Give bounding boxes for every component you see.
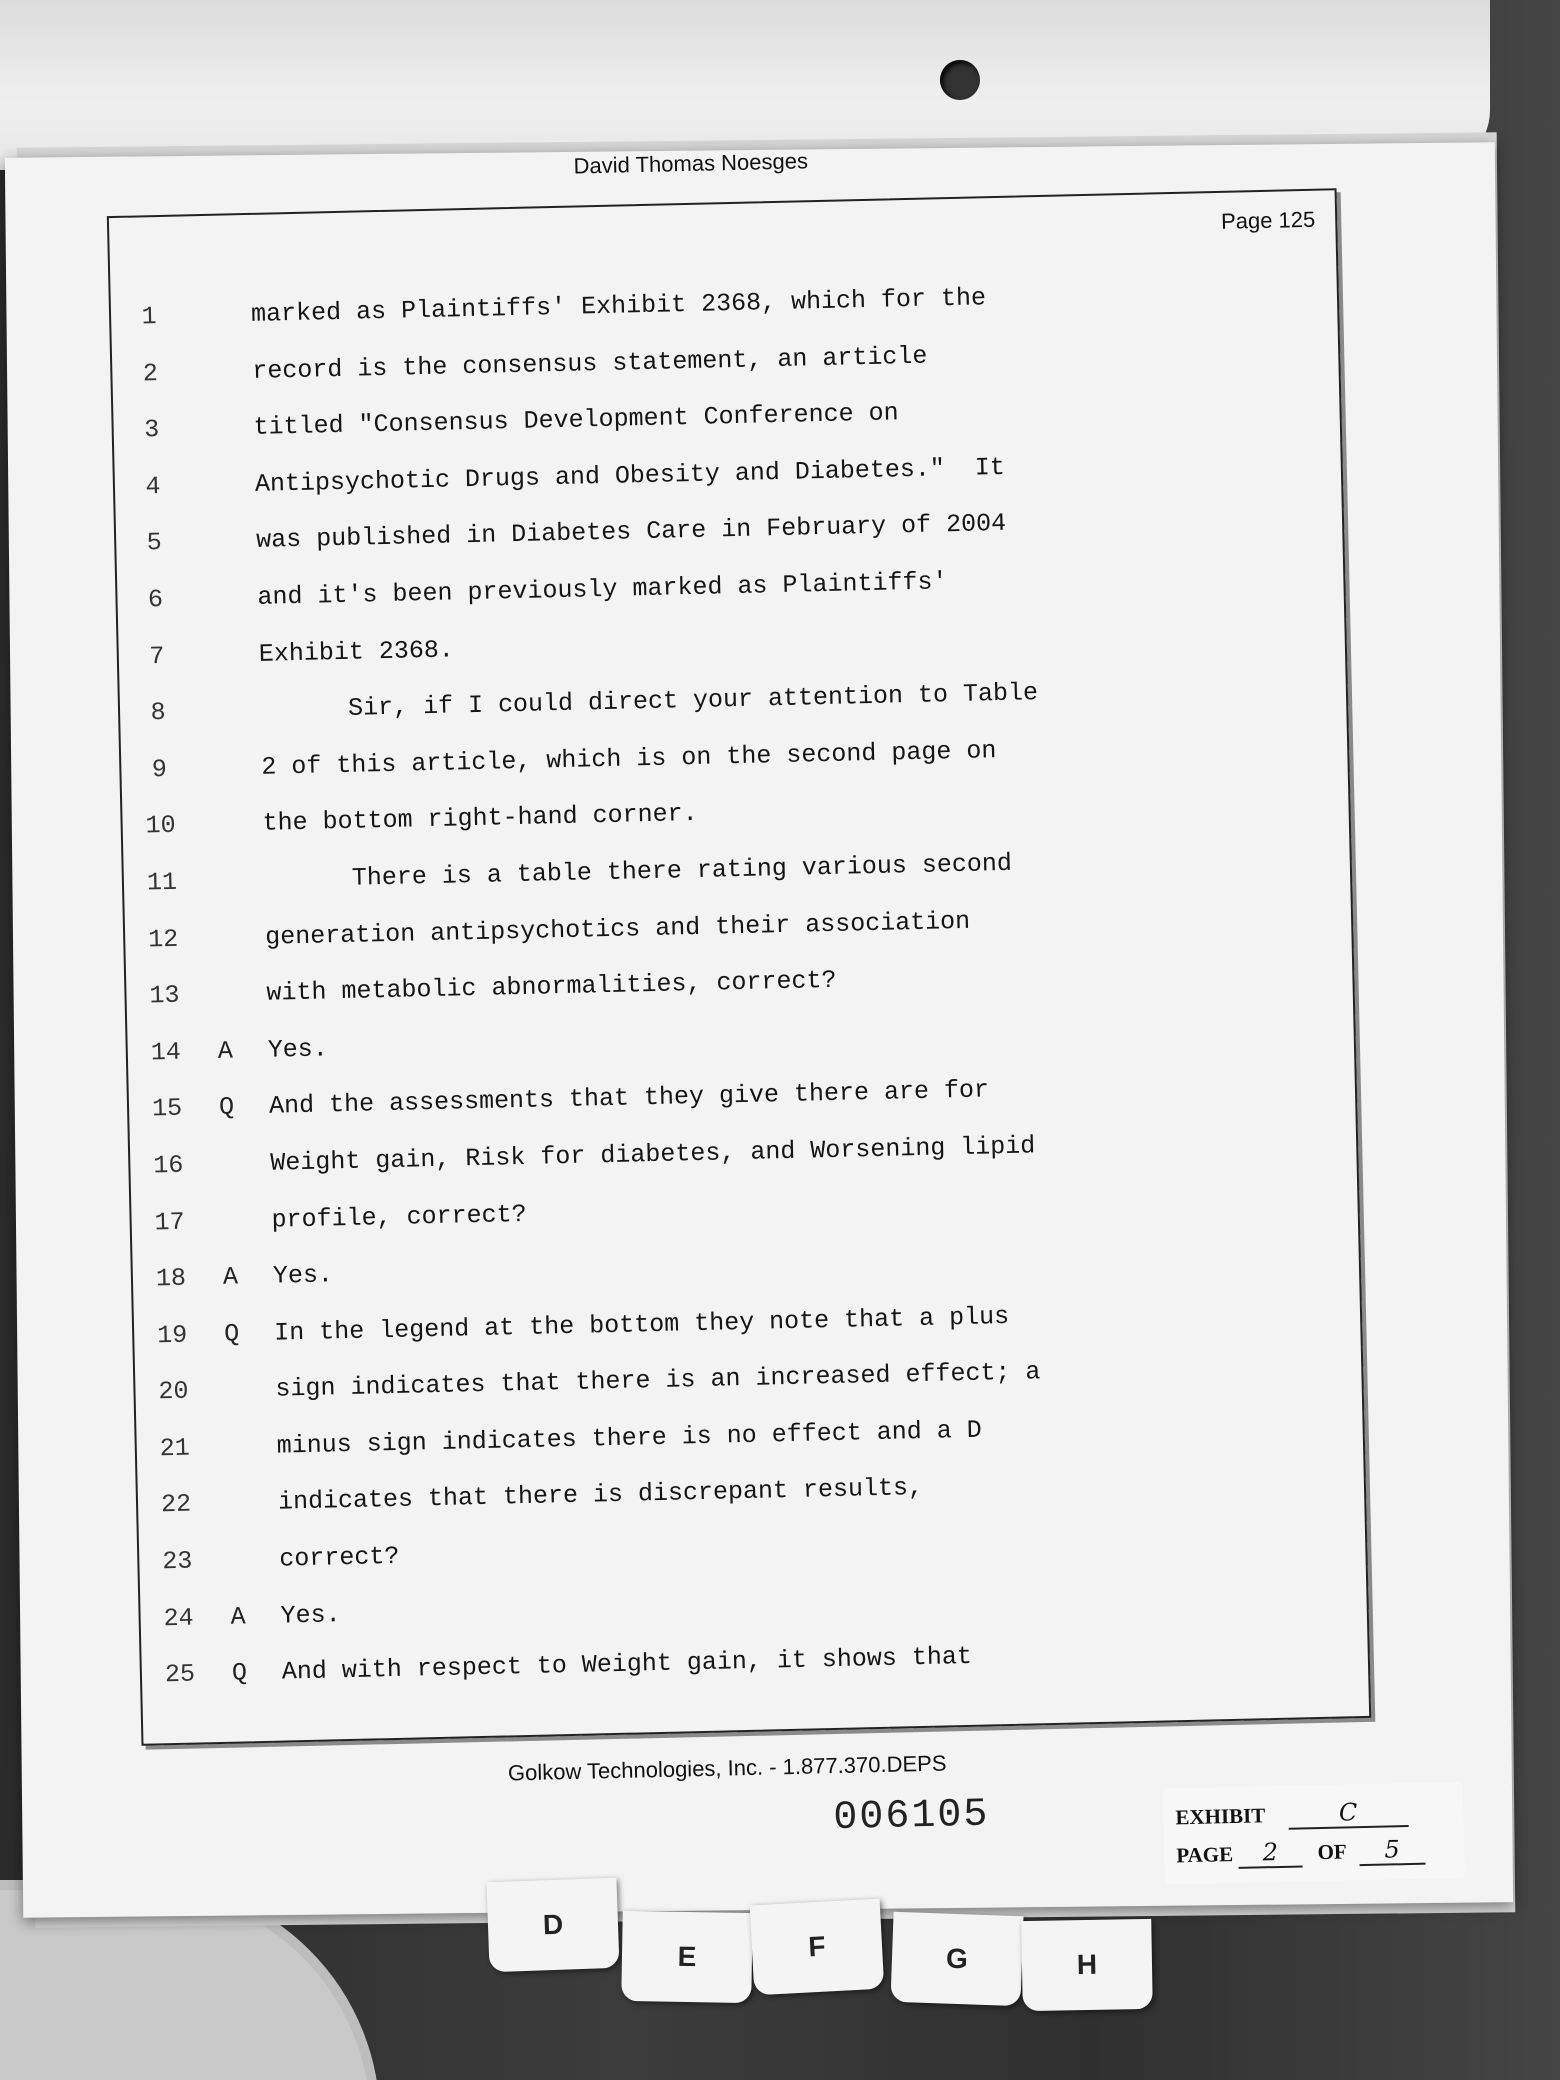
line-number: 16 bbox=[153, 1150, 184, 1181]
tab-f[interactable]: F bbox=[750, 1899, 885, 1996]
page-value: 2 bbox=[1238, 1837, 1303, 1868]
line-number: 3 bbox=[143, 415, 160, 445]
line-number: 15 bbox=[151, 1093, 183, 1124]
line-number: 21 bbox=[159, 1433, 191, 1464]
line-number: 6 bbox=[147, 584, 164, 615]
reporter-footer: Golkow Technologies, Inc. - 1.877.370.DEPS bbox=[507, 1750, 947, 1786]
line-text: record is the consensus statement, an article bbox=[252, 341, 928, 386]
line-number: 12 bbox=[147, 924, 179, 954]
line-text: 2 of this article, which is on the second page on bbox=[261, 735, 997, 782]
line-text: generation antipsychotics and their association bbox=[264, 906, 971, 952]
tab-d[interactable]: D bbox=[486, 1878, 619, 1972]
line-text: the bottom right-hand corner. bbox=[262, 799, 698, 839]
speaker-marker: Q bbox=[231, 1658, 248, 1688]
line-text: Yes. bbox=[280, 1599, 341, 1631]
line-number: 7 bbox=[148, 641, 165, 671]
of-value: 5 bbox=[1359, 1835, 1426, 1866]
line-text: Yes. bbox=[267, 1034, 329, 1065]
exhibit-label: EXHIBIT bbox=[1175, 1803, 1266, 1830]
line-number: 4 bbox=[145, 471, 161, 502]
speaker-marker: A bbox=[217, 1036, 234, 1066]
line-number: 19 bbox=[156, 1320, 188, 1350]
line-text: And the assessments that they give there are for bbox=[268, 1075, 990, 1122]
line-number: 13 bbox=[149, 980, 180, 1011]
line-text: and it's been previously marked as Plaintiffs' bbox=[257, 567, 948, 612]
line-text: In the legend at the bottom they note that a plus bbox=[273, 1301, 1010, 1348]
tab-g[interactable]: G bbox=[890, 1912, 1023, 2006]
line-text: correct? bbox=[279, 1541, 400, 1574]
line-text: marked as Plaintiffs' Exhibit 2368, which for the bbox=[250, 283, 987, 329]
line-number: 18 bbox=[155, 1263, 187, 1294]
line-number: 17 bbox=[154, 1207, 185, 1237]
line-number: 2 bbox=[142, 358, 159, 388]
line-number: 9 bbox=[151, 754, 168, 785]
line-text: indicates that there is discrepant results, bbox=[277, 1473, 924, 1518]
line-number: 14 bbox=[150, 1037, 182, 1068]
line-number: 22 bbox=[160, 1490, 192, 1520]
page-number: Page 125 bbox=[1220, 206, 1316, 234]
speaker-marker: Q bbox=[223, 1319, 240, 1349]
line-number: 5 bbox=[146, 528, 163, 558]
line-number: 25 bbox=[164, 1659, 196, 1690]
line-text: minus sign indicates there is no effect and a D bbox=[276, 1415, 983, 1461]
tab-h[interactable]: H bbox=[1021, 1919, 1153, 2011]
exhibit-value: C bbox=[1288, 1797, 1409, 1830]
line-text: profile, correct? bbox=[271, 1199, 527, 1235]
deponent-name: David Thomas Noesges bbox=[573, 148, 809, 179]
speaker-marker: A bbox=[230, 1602, 246, 1632]
line-number: 11 bbox=[146, 867, 178, 898]
line-text: Exhibit 2368. bbox=[258, 634, 455, 669]
line-number: 1 bbox=[141, 302, 157, 332]
line-number: 23 bbox=[162, 1546, 193, 1577]
line-text: sign indicates that there is an increased effect; a bbox=[275, 1357, 1041, 1404]
line-text: titled "Consensus Development Conference on bbox=[253, 398, 899, 443]
line-text: Sir, if I could direct your attention to Table bbox=[347, 678, 1039, 723]
page-label: PAGE bbox=[1176, 1842, 1234, 1868]
of-label: OF bbox=[1317, 1839, 1347, 1865]
speaker-marker: Q bbox=[218, 1092, 235, 1123]
line-text: Antipsychotic Drugs and Obesity and Diabetes." It bbox=[254, 452, 1006, 499]
line-text: with metabolic abnormalities, correct? bbox=[266, 965, 837, 1008]
line-number: 20 bbox=[158, 1376, 189, 1407]
line-number: 10 bbox=[145, 811, 177, 841]
tab-e[interactable]: E bbox=[621, 1911, 753, 2003]
line-text: Yes. bbox=[272, 1260, 334, 1291]
line-text: was published in Diabetes Care in February of 2004 bbox=[255, 509, 1007, 556]
line-text: And with respect to Weight gain, it shows that bbox=[281, 1642, 973, 1687]
bates-number: 006105 bbox=[832, 1792, 990, 1842]
speaker-marker: A bbox=[222, 1262, 239, 1292]
line-text: There is a table there rating various second bbox=[351, 848, 1013, 893]
line-text: Weight gain, Risk for diabetes, and Worsening lipid bbox=[270, 1131, 1036, 1178]
line-number: 8 bbox=[150, 698, 166, 728]
line-number: 24 bbox=[163, 1603, 194, 1633]
